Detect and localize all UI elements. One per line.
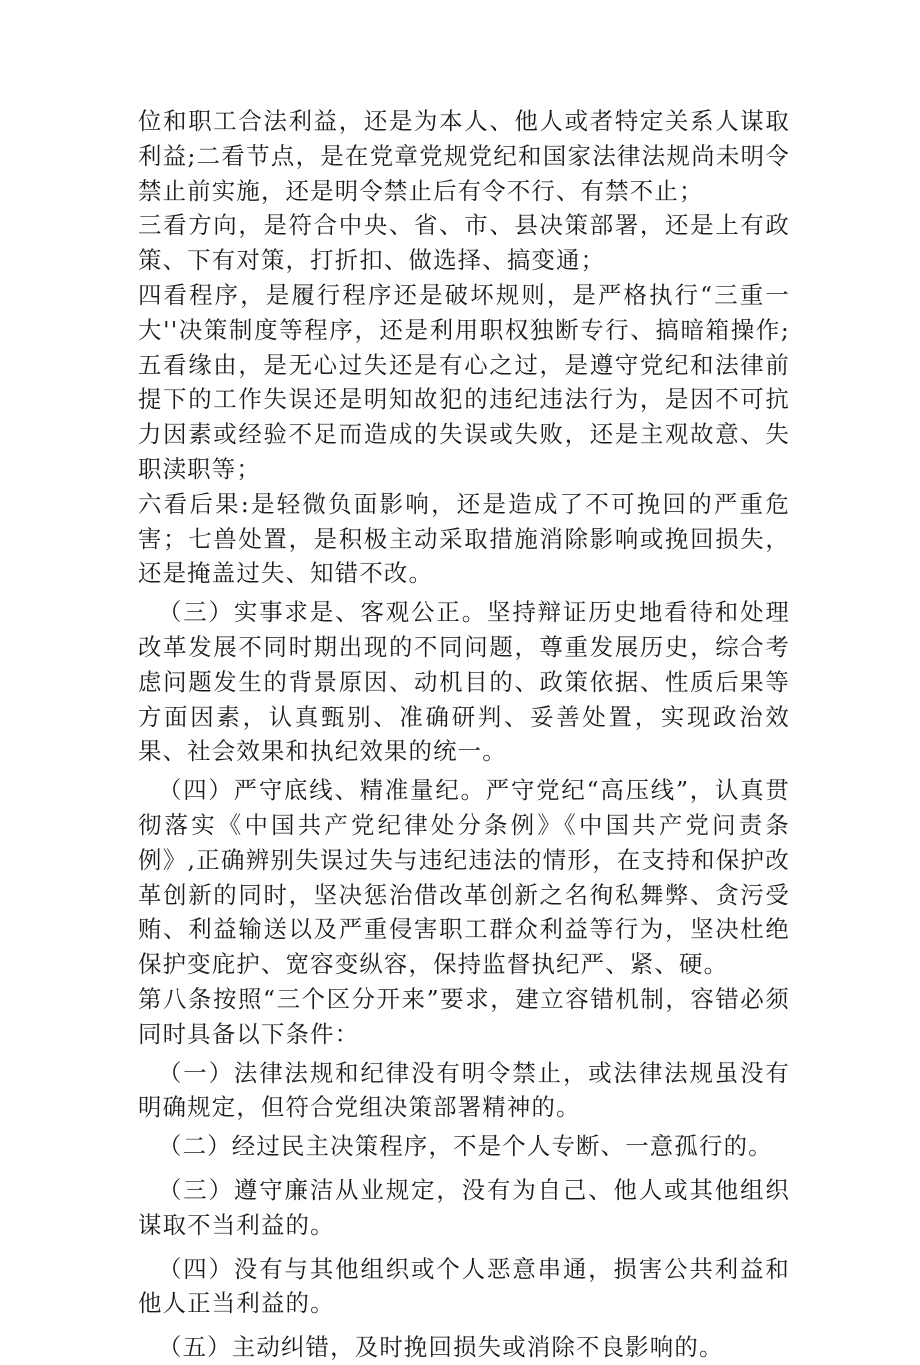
paragraph-procedure-and-reason: 四看程序，是履行程序还是破坏规则，是严格执行“三重一大''决策制度等程序，还是利用职权独断专行、搞暗箱操作;五看缘由，是无心过失还是有心之过，是遵守党纪和法律前提下的工作失误还是明知故犯的违纪违法行为，是因不可抗力因素或经验不足而造成的失误或失败，还是主观故意、失职渎职等；: [138, 280, 790, 483]
paragraph-consequence-and-handling: 六看后果:是轻微负面影响，还是造成了不可挽回的严重危害；七兽处置，是积极主动采取措施消除影响或挽回损失，还是掩盖过失、知错不改。: [138, 489, 790, 588]
paragraph-direction: 三看方向，是符合中央、省、市、县决策部署，还是上有政策、下有对策，打折扣、做选择、搞变通；: [138, 211, 790, 275]
paragraph-continuation-and-node: 位和职工合法利益，还是为本人、他人或者特定关系人谋取利益;二看节点，是在党章党规党纪和国家法律法规尚未明令禁止前实施，还是明令禁止后有令不行、有禁不止；: [138, 107, 790, 205]
condition-item-1: （一）法律法规和纪律没有明令禁止，或法律法规虽没有明确规定，但符合党组决策部署精神的。: [138, 1058, 790, 1122]
paragraph-bottom-line: （四）严守底线、精准量纪。严守党纪“高压线”，认真贯彻落实《中国共产党纪律处分条例》《中国共产党问责条例》,正确辨别失误过失与违纪违法的情形，在支持和保护改革创新的同时，坚决惩治借改革创新之名徇私舞弊、贪污受贿、利益输送以及严重侵害职工群众利益等行为，坚决杜绝保护变庇护、宽容变纵容，保持监督执纪严、紧、硬。: [138, 776, 790, 979]
paragraph-seek-truth: （三）实事求是、客观公正。坚持辩证历史地看待和处理改革发展不同时期出现的不同问题，尊重发展历史，综合考虑问题发生的背景原因、动机目的、政策依据、性质后果等方面因素，认真甄别、准确研判、妥善处置，实现政治效果、社会效果和执纪效果的统一。: [138, 598, 790, 766]
condition-item-2: （二）经过民主决策程序，不是个人专断、一意孤行的。: [158, 1132, 773, 1161]
condition-item-5: （五）主动纠错，及时挽回损失或消除不良影响的。: [158, 1333, 724, 1362]
condition-item-3: （三）遵守廉洁从业规定，没有为自己、他人或其他组织谋取不当利益的。: [138, 1175, 790, 1239]
condition-item-4: （四）没有与其他组织或个人恶意串通，损害公共利益和他人正当利益的。: [138, 1254, 790, 1318]
document-body: [138, 104, 790, 1365]
paragraph-article-eight: 第八条按照“三个区分开来”要求，建立容错机制，容错必须同时具备以下条件：: [138, 984, 790, 1048]
